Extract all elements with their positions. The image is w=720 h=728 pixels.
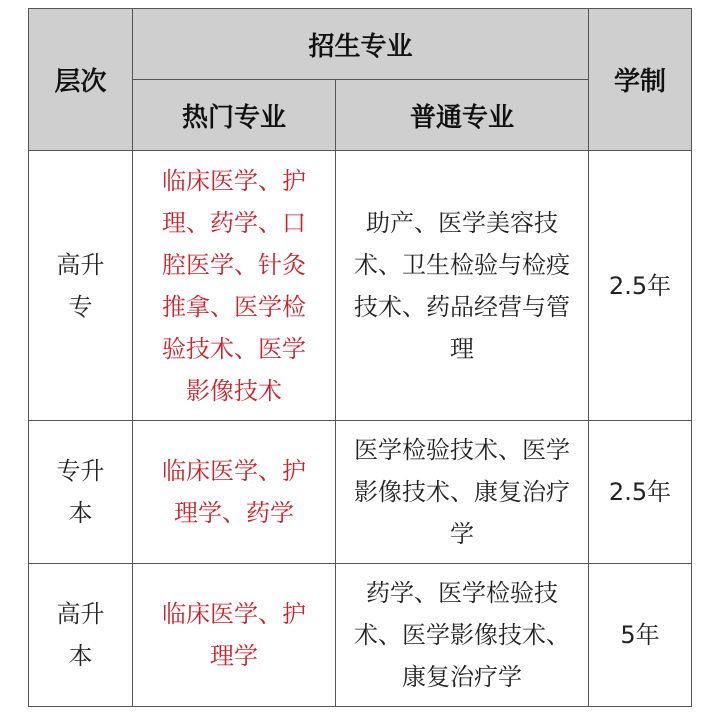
header-hot-majors: 热门专业: [133, 80, 336, 151]
level-text: 专升本: [56, 457, 105, 527]
header-level: 层次: [29, 9, 133, 151]
header-normal-majors: 普通专业: [336, 80, 589, 151]
normal-majors-cell: [336, 564, 589, 707]
level-text: 高升专: [56, 250, 105, 321]
hot-majors-cell: [133, 564, 336, 707]
hot-majors-cell: [133, 421, 336, 564]
normal-majors-cell: [336, 151, 589, 421]
level-cell: [29, 564, 133, 707]
table-row: [29, 421, 692, 564]
level-cell: [29, 421, 133, 564]
hot-majors-text: 临床医学、护理学: [162, 600, 306, 670]
hot-majors-text: 临床医学、护理学、药学: [162, 457, 306, 527]
header-duration: 学制: [589, 9, 692, 151]
table-row: [29, 564, 692, 707]
duration-text: 2.5年: [608, 478, 672, 506]
enrollment-table: [28, 8, 692, 707]
enrollment-table-container: [28, 8, 692, 707]
normal-majors-text: 助产、医学美容技术、卫生检验与检疫技术、药品经营与管理: [354, 208, 570, 363]
duration-text: 5年: [620, 621, 660, 649]
duration-cell: [589, 421, 692, 564]
level-text: 高升本: [56, 600, 105, 670]
header-majors: 招生专业: [133, 9, 589, 80]
hot-majors-cell: [133, 151, 336, 421]
table-row: [29, 151, 692, 421]
duration-cell: [589, 564, 692, 707]
duration-text: 2.5年: [608, 271, 672, 300]
hot-majors-text: 临床医学、护理、药学、口腔医学、针灸推拿、医学检验技术、医学影像技术: [162, 166, 306, 405]
duration-cell: [589, 151, 692, 421]
level-cell: [29, 151, 133, 421]
header-row-1: [29, 9, 692, 80]
normal-majors-cell: [336, 421, 589, 564]
normal-majors-text: 医学检验技术、医学影像技术、康复治疗学: [354, 436, 570, 548]
normal-majors-text: 药学、医学检验技术、医学影像技术、康复治疗学: [354, 579, 570, 691]
